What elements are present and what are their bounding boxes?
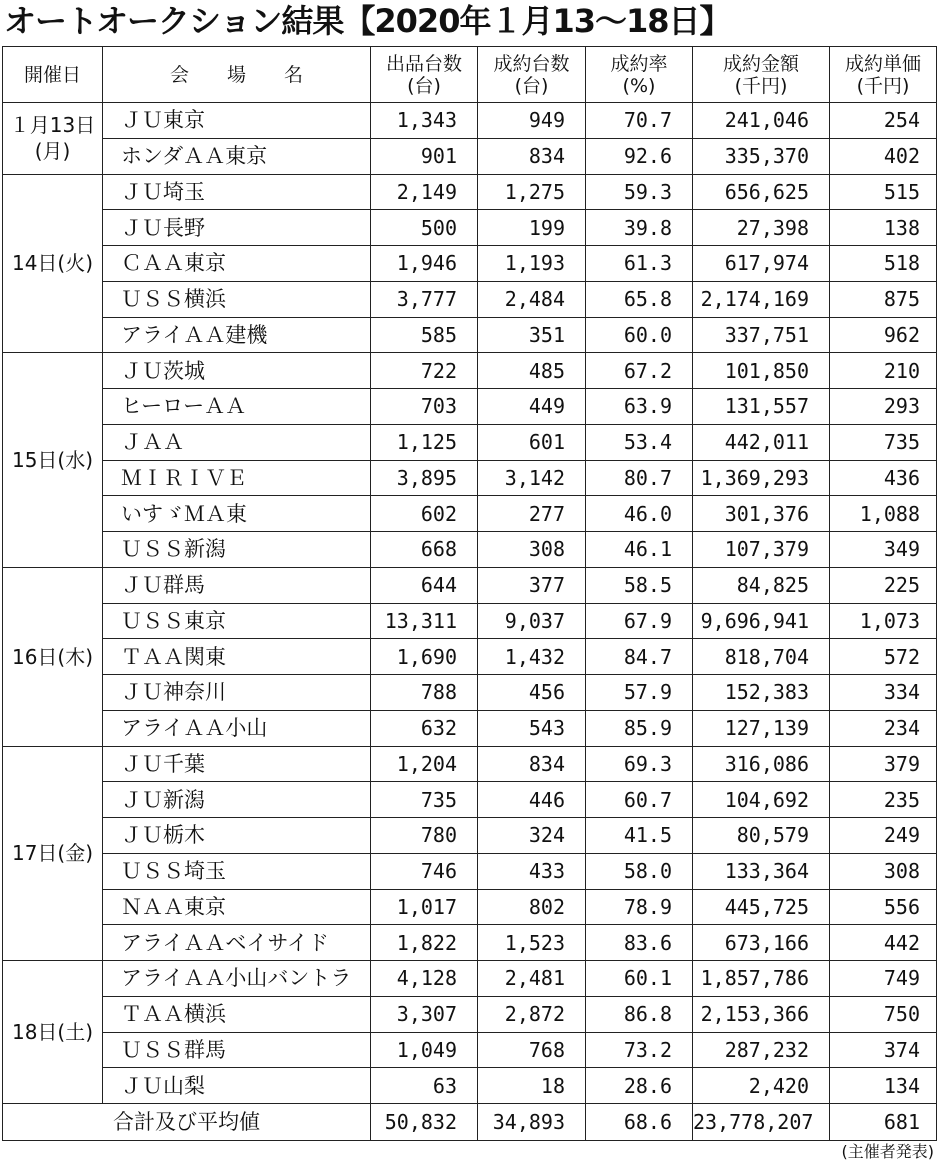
sold-cell: 485 (478, 353, 586, 389)
rate-cell: 67.9 (586, 603, 693, 639)
header-label: 会 場 名 (169, 63, 303, 86)
amount-cell: 335,370 (693, 138, 830, 174)
header-amount (693, 47, 830, 103)
amount-cell: 445,725 (693, 889, 830, 925)
listed-cell: 703 (371, 389, 478, 425)
venue-cell: ＪＵ千葉 (103, 746, 371, 782)
venue-cell: いすゞＭＡ東 (103, 496, 371, 532)
table-row (3, 210, 937, 246)
venue-cell: ＪＡＡ (103, 424, 371, 460)
rate-cell: 61.3 (586, 246, 693, 282)
total-unit-cell: 681 (830, 1104, 937, 1141)
venue-cell: ＵＳＳ横浜 (103, 281, 371, 317)
amount-cell: 442,011 (693, 424, 830, 460)
footnote: (主催者発表) (841, 1142, 934, 1161)
venue-cell: アライＡＡ建機 (103, 317, 371, 353)
sold-cell: 601 (478, 424, 586, 460)
date-cell: 16日(木) (3, 567, 103, 746)
table-row (3, 925, 937, 961)
listed-cell: 1,125 (371, 424, 478, 460)
header-unit-label: (千円) (856, 74, 910, 97)
header-rate (586, 47, 693, 103)
amount-cell: 80,579 (693, 818, 830, 854)
sold-cell: 949 (478, 103, 586, 139)
sold-cell: 2,481 (478, 961, 586, 997)
header-unit-label: (%) (622, 74, 656, 97)
amount-cell: 656,625 (693, 174, 830, 210)
auction-results-table (2, 46, 937, 1141)
amount-cell: 301,376 (693, 496, 830, 532)
amount-cell: 27,398 (693, 210, 830, 246)
sold-cell: 1,523 (478, 925, 586, 961)
amount-cell: 107,379 (693, 532, 830, 568)
sold-cell: 449 (478, 389, 586, 425)
venue-cell: ＪＵ東京 (103, 103, 371, 139)
amount-cell: 9,696,941 (693, 603, 830, 639)
header-sold (478, 47, 586, 103)
venue-cell: ＵＳＳ東京 (103, 603, 371, 639)
unit-cell: 436 (830, 460, 937, 496)
sold-cell: 543 (478, 710, 586, 746)
unit-cell: 750 (830, 996, 937, 1032)
rate-cell: 92.6 (586, 138, 693, 174)
listed-cell: 602 (371, 496, 478, 532)
venue-cell: ＴＡＡ横浜 (103, 996, 371, 1032)
listed-cell: 1,946 (371, 246, 478, 282)
amount-cell: 104,692 (693, 782, 830, 818)
sold-cell: 18 (478, 1068, 586, 1104)
total-sold-cell: 34,893 (478, 1104, 586, 1141)
listed-cell: 585 (371, 317, 478, 353)
total-label: 合計及び平均値 (3, 1104, 371, 1141)
unit-cell: 402 (830, 138, 937, 174)
venue-cell: ホンダＡＡ東京 (103, 138, 371, 174)
table-row (3, 317, 937, 353)
listed-cell: 4,128 (371, 961, 478, 997)
sold-cell: 834 (478, 138, 586, 174)
table-row (3, 281, 937, 317)
venue-cell: ＪＵ茨城 (103, 353, 371, 389)
amount-cell: 617,974 (693, 246, 830, 282)
unit-cell: 225 (830, 567, 937, 603)
venue-cell: ＵＳＳ群馬 (103, 1032, 371, 1068)
venue-cell: ＪＵ山梨 (103, 1068, 371, 1104)
listed-cell: 3,307 (371, 996, 478, 1032)
unit-cell: 349 (830, 532, 937, 568)
rate-cell: 58.0 (586, 853, 693, 889)
total-amount-cell: 23,778,207 (693, 1104, 830, 1141)
sold-cell: 324 (478, 818, 586, 854)
unit-cell: 749 (830, 961, 937, 997)
sold-cell: 834 (478, 746, 586, 782)
venue-cell: ヒーローＡＡ (103, 389, 371, 425)
listed-cell: 668 (371, 532, 478, 568)
amount-cell: 337,751 (693, 317, 830, 353)
sold-cell: 9,037 (478, 603, 586, 639)
amount-cell: 2,153,366 (693, 996, 830, 1032)
amount-cell: 2,420 (693, 1068, 830, 1104)
unit-cell: 308 (830, 853, 937, 889)
sold-cell: 802 (478, 889, 586, 925)
sold-cell: 768 (478, 1032, 586, 1068)
unit-cell: 442 (830, 925, 937, 961)
rate-cell: 63.9 (586, 389, 693, 425)
rate-cell: 39.8 (586, 210, 693, 246)
listed-cell: 644 (371, 567, 478, 603)
header-label: 成約率 (610, 52, 668, 75)
venue-cell: ＪＵ栃木 (103, 818, 371, 854)
listed-cell: 1,049 (371, 1032, 478, 1068)
listed-cell: 63 (371, 1068, 478, 1104)
amount-cell: 127,139 (693, 710, 830, 746)
sold-cell: 2,484 (478, 281, 586, 317)
header-listed (371, 47, 478, 103)
listed-cell: 1,017 (371, 889, 478, 925)
header-unit-label: (千円) (734, 74, 788, 97)
rate-cell: 60.7 (586, 782, 693, 818)
rate-cell: 59.3 (586, 174, 693, 210)
table-row (3, 174, 937, 210)
sold-cell: 351 (478, 317, 586, 353)
unit-cell: 556 (830, 889, 937, 925)
amount-cell: 241,046 (693, 103, 830, 139)
unit-cell: 515 (830, 174, 937, 210)
header-label: 成約単価 (844, 52, 921, 75)
header-label: 成約台数 (493, 52, 570, 75)
rate-cell: 83.6 (586, 925, 693, 961)
header-label: 成約金額 (722, 52, 799, 75)
table-row (3, 639, 937, 675)
date-cell: １月13日(月) (3, 103, 103, 175)
listed-cell: 1,690 (371, 639, 478, 675)
total-rate-cell: 68.6 (586, 1104, 693, 1141)
rate-cell: 60.1 (586, 961, 693, 997)
rate-cell: 69.3 (586, 746, 693, 782)
table-row (3, 996, 937, 1032)
sold-cell: 2,872 (478, 996, 586, 1032)
unit-cell: 379 (830, 746, 937, 782)
listed-cell: 3,777 (371, 281, 478, 317)
table-row (3, 103, 937, 139)
rate-cell: 53.4 (586, 424, 693, 460)
venue-cell: ＪＵ長野 (103, 210, 371, 246)
date-cell: 15日(水) (3, 353, 103, 568)
header-date (3, 47, 103, 103)
unit-cell: 1,088 (830, 496, 937, 532)
unit-cell: 234 (830, 710, 937, 746)
amount-cell: 2,174,169 (693, 281, 830, 317)
header-label: 開催日 (23, 63, 81, 86)
amount-cell: 673,166 (693, 925, 830, 961)
unit-cell: 374 (830, 1032, 937, 1068)
table-body (3, 103, 937, 1141)
unit-cell: 249 (830, 818, 937, 854)
venue-cell: ＴＡＡ関東 (103, 639, 371, 675)
listed-cell: 1,204 (371, 746, 478, 782)
venue-cell: ＪＵ神奈川 (103, 675, 371, 711)
listed-cell: 746 (371, 853, 478, 889)
venue-cell: アライＡＡベイサイド (103, 925, 371, 961)
date-cell: 14日(火) (3, 174, 103, 353)
listed-cell: 13,311 (371, 603, 478, 639)
amount-cell: 131,557 (693, 389, 830, 425)
sold-cell: 199 (478, 210, 586, 246)
sold-cell: 3,142 (478, 460, 586, 496)
unit-cell: 210 (830, 353, 937, 389)
table-row (3, 424, 937, 460)
amount-cell: 152,383 (693, 675, 830, 711)
amount-cell: 1,857,786 (693, 961, 830, 997)
table-row (3, 818, 937, 854)
listed-cell: 1,822 (371, 925, 478, 961)
listed-cell: 722 (371, 353, 478, 389)
table-row (3, 1032, 937, 1068)
table-row (3, 138, 937, 174)
rate-cell: 46.1 (586, 532, 693, 568)
date-cell: 17日(金) (3, 746, 103, 961)
listed-cell: 3,895 (371, 460, 478, 496)
table-row (3, 1068, 937, 1104)
total-row (3, 1104, 937, 1141)
unit-cell: 1,073 (830, 603, 937, 639)
rate-cell: 28.6 (586, 1068, 693, 1104)
table-row (3, 782, 937, 818)
unit-cell: 735 (830, 424, 937, 460)
sold-cell: 456 (478, 675, 586, 711)
rate-cell: 80.7 (586, 460, 693, 496)
header-row (3, 47, 937, 103)
rate-cell: 57.9 (586, 675, 693, 711)
sold-cell: 277 (478, 496, 586, 532)
unit-cell: 875 (830, 281, 937, 317)
unit-cell: 334 (830, 675, 937, 711)
rate-cell: 58.5 (586, 567, 693, 603)
rate-cell: 67.2 (586, 353, 693, 389)
table-row (3, 710, 937, 746)
table-row (3, 389, 937, 425)
listed-cell: 500 (371, 210, 478, 246)
venue-cell: ＪＵ新潟 (103, 782, 371, 818)
listed-cell: 632 (371, 710, 478, 746)
venue-cell: ＪＵ群馬 (103, 567, 371, 603)
amount-cell: 316,086 (693, 746, 830, 782)
venue-cell: アライＡＡ小山バントラ (103, 961, 371, 997)
header-unit-label: (台) (407, 74, 441, 97)
rate-cell: 85.9 (586, 710, 693, 746)
amount-cell: 84,825 (693, 567, 830, 603)
amount-cell: 133,364 (693, 853, 830, 889)
rate-cell: 65.8 (586, 281, 693, 317)
rate-cell: 60.0 (586, 317, 693, 353)
header-unit (830, 47, 937, 103)
unit-cell: 138 (830, 210, 937, 246)
unit-cell: 572 (830, 639, 937, 675)
unit-cell: 293 (830, 389, 937, 425)
sold-cell: 377 (478, 567, 586, 603)
venue-cell: ＭＩＲＩＶＥ (103, 460, 371, 496)
unit-cell: 254 (830, 103, 937, 139)
page-title: オートオークション結果【2020年１月13〜18日】 (4, 2, 731, 40)
header-unit-label: (台) (514, 74, 549, 97)
rate-cell: 70.7 (586, 103, 693, 139)
unit-cell: 962 (830, 317, 937, 353)
sold-cell: 1,193 (478, 246, 586, 282)
table-row (3, 853, 937, 889)
sold-cell: 1,432 (478, 639, 586, 675)
sold-cell: 446 (478, 782, 586, 818)
amount-cell: 287,232 (693, 1032, 830, 1068)
amount-cell: 101,850 (693, 353, 830, 389)
listed-cell: 2,149 (371, 174, 478, 210)
rate-cell: 78.9 (586, 889, 693, 925)
venue-cell: ＵＳＳ新潟 (103, 532, 371, 568)
unit-cell: 235 (830, 782, 937, 818)
venue-cell: ＵＳＳ埼玉 (103, 853, 371, 889)
listed-cell: 901 (371, 138, 478, 174)
venue-cell: ＮＡＡ東京 (103, 889, 371, 925)
table-row (3, 460, 937, 496)
sold-cell: 1,275 (478, 174, 586, 210)
rate-cell: 73.2 (586, 1032, 693, 1068)
amount-cell: 1,369,293 (693, 460, 830, 496)
rate-cell: 41.5 (586, 818, 693, 854)
table-row (3, 961, 937, 997)
header-label: 出品台数 (385, 52, 462, 75)
listed-cell: 735 (371, 782, 478, 818)
sold-cell: 433 (478, 853, 586, 889)
table-row (3, 567, 937, 603)
unit-cell: 518 (830, 246, 937, 282)
venue-cell: ＣＡＡ東京 (103, 246, 371, 282)
table-row (3, 496, 937, 532)
date-cell: 18日(土) (3, 961, 103, 1104)
header-venue (103, 47, 371, 103)
rate-cell: 84.7 (586, 639, 693, 675)
listed-cell: 1,343 (371, 103, 478, 139)
rate-cell: 86.8 (586, 996, 693, 1032)
amount-cell: 818,704 (693, 639, 830, 675)
table-row (3, 889, 937, 925)
table-row (3, 603, 937, 639)
table-row (3, 353, 937, 389)
table-row (3, 746, 937, 782)
rate-cell: 46.0 (586, 496, 693, 532)
unit-cell: 134 (830, 1068, 937, 1104)
table-row (3, 675, 937, 711)
sold-cell: 308 (478, 532, 586, 568)
table-row (3, 246, 937, 282)
table-row (3, 532, 937, 568)
listed-cell: 780 (371, 818, 478, 854)
total-listed-cell: 50,832 (371, 1104, 478, 1141)
listed-cell: 788 (371, 675, 478, 711)
venue-cell: ＪＵ埼玉 (103, 174, 371, 210)
venue-cell: アライＡＡ小山 (103, 710, 371, 746)
